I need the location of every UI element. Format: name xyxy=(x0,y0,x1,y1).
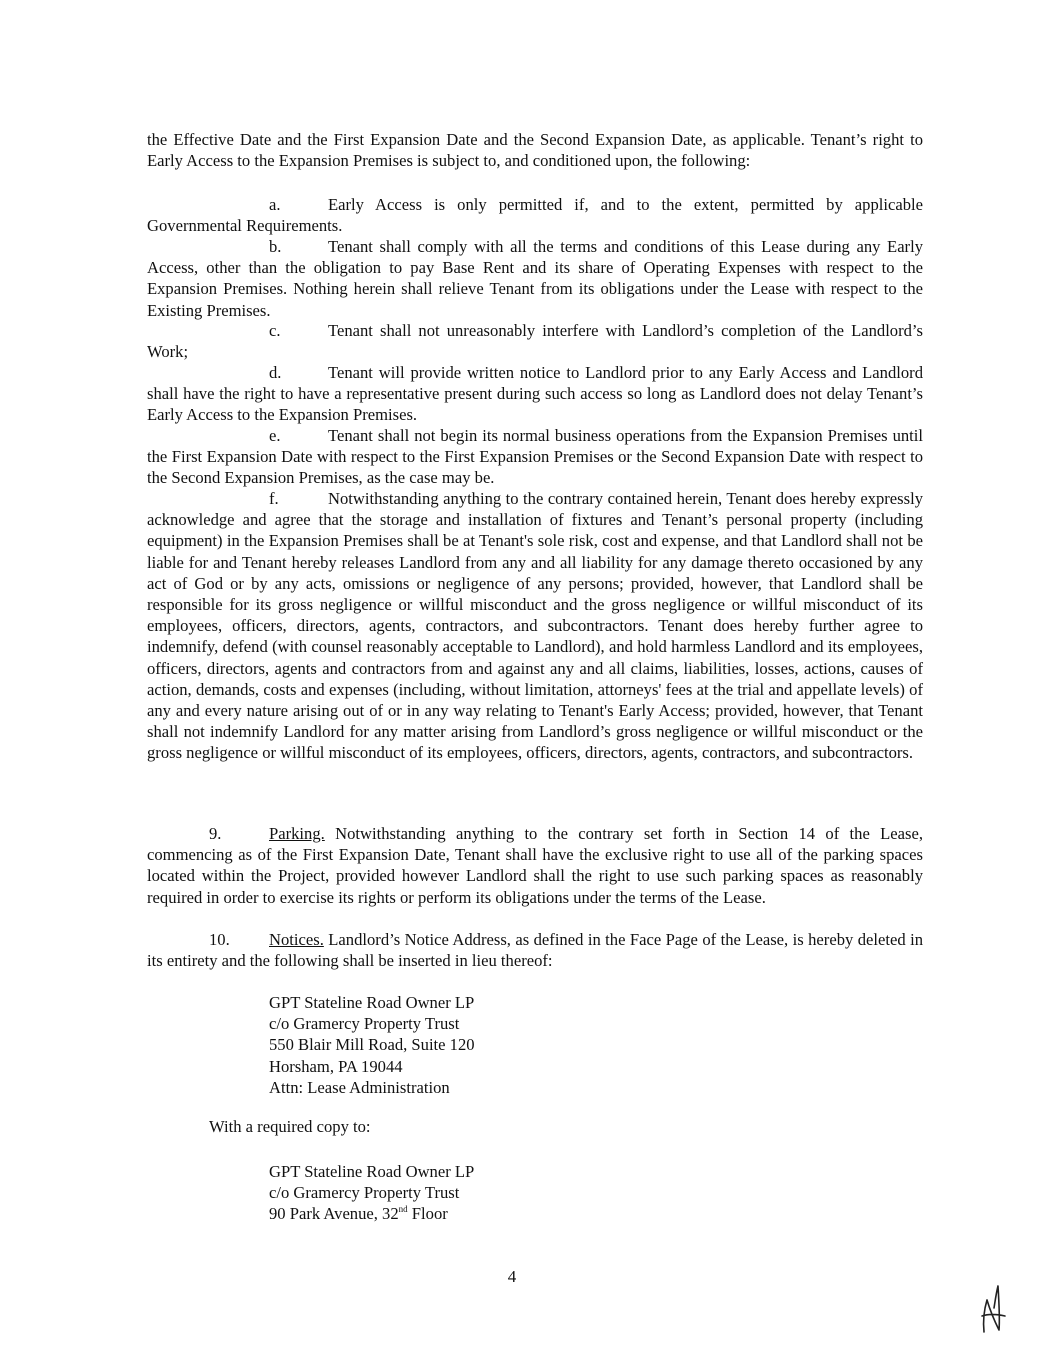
address-line: Horsham, PA 19044 xyxy=(269,1056,403,1076)
item-text: Notwithstanding anything to the contrary contained herein, Tenant does hereby expressly acknowledge and agree that the storage and installation of fixtures and Tenant’s personal property (including equipment) in the Expansion Premises shall be at Tenant's sole risk, cost and expense, and that Landlord shall not be liable for and Tenant hereby releases Landlord from any and all liability for any damage thereto occasioned by any act of God or by any acts, omissions or negligence of any persons; provided, however, that Landlord shall be responsible for its gross negligence or willful misconduct and the gross negligence or willful misconduct of its employees, officers, directors, agents, contractors, and subcontractors. Tenant does hereby further agree to indemnify, defend (with counsel reasonably acceptable to Landlord), and hold harmless Landlord and its employees, officers, directors, agents and contractors from and against any and all claims, liabilities, losses, actions, causes of action, demands, costs and expenses (including, without limitation, attorneys' fees at the trial and appellate levels) of any and every nature arising out of or in any way relating to Tenant's Early Access; provided, however, that Tenant shall not indemnify Landlord for any matter arising from Landlord’s gross negligence or willful misconduct or the gross negligence or willful misconduct of its employees, officers, directors, agents, contractors, and subcontractors. xyxy=(147,489,923,763)
list-item-d xyxy=(147,362,923,426)
landlord-notice-address xyxy=(269,992,475,1098)
address-line: GPT Stateline Road Owner LP xyxy=(269,993,475,1012)
item-text: Tenant will provide written notice to Landlord prior to any Early Access and Landlord shall have the right to have a representative present during such access so long as Landlord does not delay Tenant’s Early Access to the Expansion Premises. xyxy=(147,363,923,425)
address-line: c/o Gramercy Property Trust xyxy=(269,1183,460,1203)
item-letter: b. xyxy=(269,237,282,256)
list-item-e xyxy=(147,425,923,489)
item-letter: f. xyxy=(269,489,279,508)
item-text: Early Access is only permitted if, and to the extent, permitted by applicable Governmental Requirements. xyxy=(147,195,923,236)
ordinal-suffix: nd xyxy=(398,1204,408,1215)
copy-label: With a required copy to: xyxy=(209,1117,371,1136)
address-line xyxy=(269,1203,474,1224)
section-text: Notwithstanding anything to the contrary set forth in Section 14 of the Lease, commencing as of the First Expansion Date, Tenant shall have the exclusive right to use all of the parking spaces located within the Project, provided however Landlord shall the right to use such parking spaces as reasonably required in order to exercise its rights or perform its obligations under the terms of the Lease. xyxy=(147,824,923,907)
page-number: 4 xyxy=(507,1267,517,1286)
list-item-f xyxy=(147,488,923,764)
list-item-c xyxy=(147,320,923,362)
section-10-notices xyxy=(147,929,923,971)
section-number: 10. xyxy=(209,930,230,949)
section-heading: Notices. xyxy=(269,930,324,949)
address-text: Floor xyxy=(407,1204,448,1224)
section-heading: Parking. xyxy=(269,824,325,843)
handwritten-initials-icon xyxy=(978,1280,1008,1336)
item-letter: d. xyxy=(269,363,282,382)
address-line: 550 Blair Mill Road, Suite 120 xyxy=(269,1035,475,1055)
address-text: 90 Park Avenue, 32 xyxy=(269,1204,399,1224)
item-letter: c. xyxy=(269,321,281,340)
item-letter: e. xyxy=(269,426,281,445)
address-line: c/o Gramercy Property Trust xyxy=(269,1014,460,1034)
address-line: GPT Stateline Road Owner LP xyxy=(269,1162,475,1181)
intro-paragraph: the Effective Date and the First Expansion Date and the Second Expansion Date, as applicable. Tenant’s right to Early Access to the Expansion Premises is subject to, and conditioned upon, the following: xyxy=(147,130,923,171)
address-line: Attn: Lease Administration xyxy=(269,1077,450,1097)
section-number: 9. xyxy=(209,824,222,843)
list-item-b xyxy=(147,236,923,321)
copy-address xyxy=(269,1161,474,1225)
item-text: Tenant shall not unreasonably interfere with Landlord’s completion of the Landlord’s Work; xyxy=(147,321,923,362)
item-letter: a. xyxy=(269,195,281,214)
section-text: Landlord’s Notice Address, as defined in the Face Page of the Lease, is hereby deleted in its entirety and the following shall be inserted in lieu thereof: xyxy=(147,930,923,971)
list-item-a xyxy=(147,194,923,236)
item-text: Tenant shall not begin its normal business operations from the Expansion Premises until the First Expansion Date with respect to the First Expansion Premises or the Second Expansion Date with respect to the Second Expansion Premises, as the case may be. xyxy=(147,426,923,488)
section-9-parking xyxy=(147,823,923,908)
item-text: Tenant shall comply with all the terms and conditions of this Lease during any Early Access, other than the obligation to pay Base Rent and its share of Operating Expenses with respect to the Expansion Premises. Nothing herein shall relieve Tenant from its obligations under the Lease with respect to the Existing Premises. xyxy=(147,237,923,320)
